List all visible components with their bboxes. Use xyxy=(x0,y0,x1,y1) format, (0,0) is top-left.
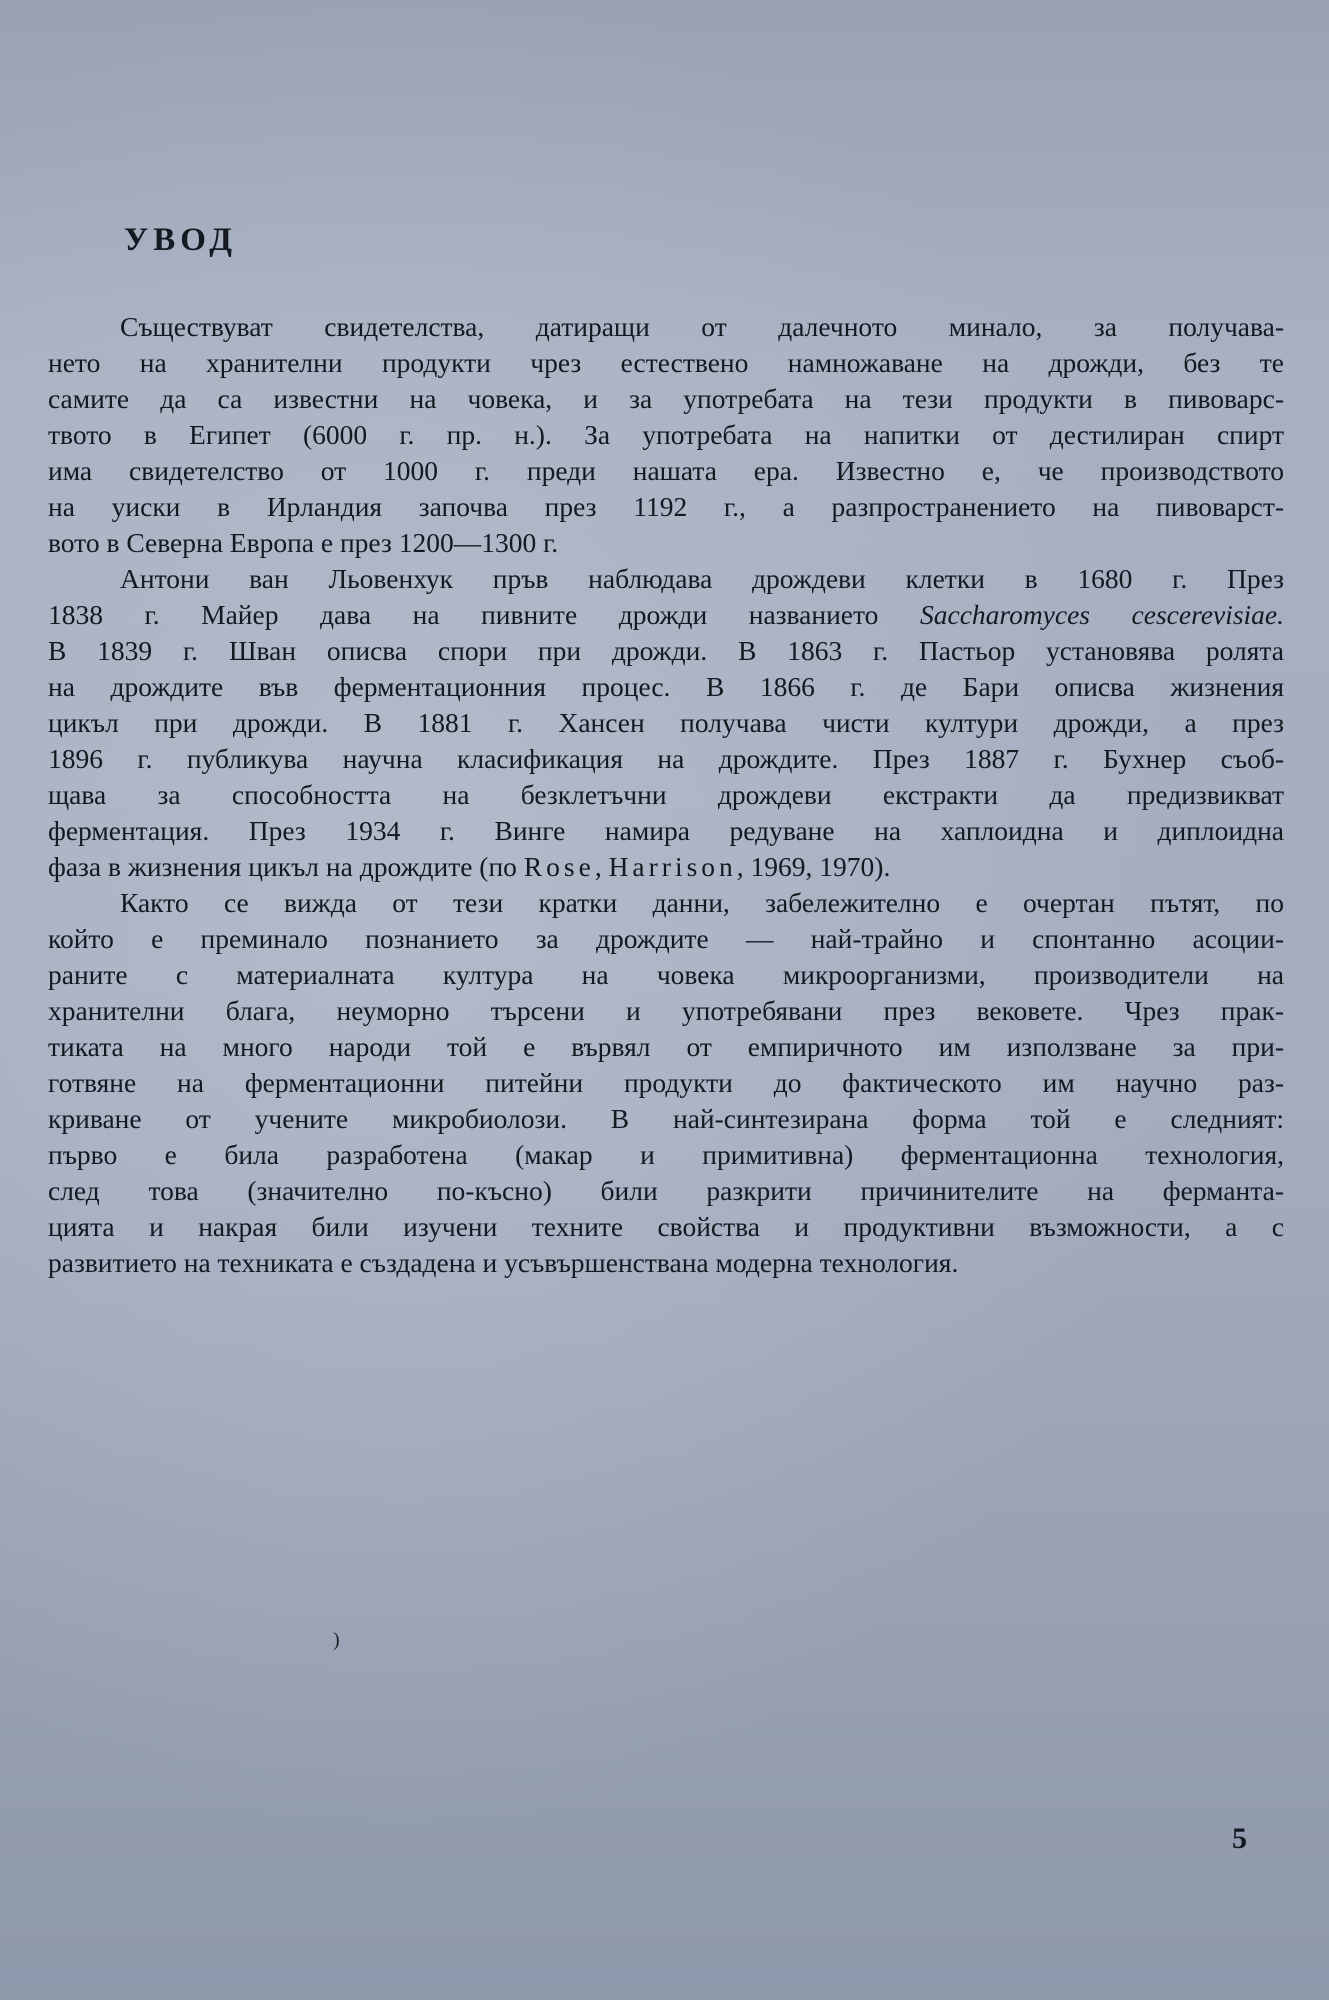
text-line xyxy=(48,849,1284,885)
text-line: щава за способността на безклетъчни дрождеви екстракти да предизвикват xyxy=(48,779,1284,810)
text-line: ферментация. През 1934 г. Винге намира редуване на хаплоидна и диплоидна xyxy=(48,815,1284,846)
text-line: вото в Северна Европа е през 1200—1300 г. xyxy=(48,527,559,558)
text-line: цията и накрая били изучени техните свойства и продуктивни възможности, а с xyxy=(48,1211,1284,1242)
text-line: твото в Египет (6000 г. пр. н.). За употребата на напитки от дестилиран спирт xyxy=(48,419,1284,450)
text-line: криване от учените микробиолози. В най-синтезирана форма той е следният: xyxy=(48,1103,1284,1134)
text-line: цикъл при дрожди. В 1881 г. Хансен получава чисти култури дрожди, а през xyxy=(48,707,1284,738)
stray-mark: ) xyxy=(333,1629,340,1651)
citation-separator: , xyxy=(594,851,609,882)
page-number: 5 xyxy=(1232,1822,1247,1855)
text-line: Антони ван Льовенхук пръв наблюдава дрождеви клетки в 1680 г. През xyxy=(120,563,1284,594)
text-line: раните с материалната култура на човека микроорганизми, производители на xyxy=(48,959,1284,990)
text-line: тиката на много народи той е вървял от емпиричното им използване за при- xyxy=(48,1031,1284,1062)
text-line: след това (значително по-късно) били разкрити причинителите на ферманта- xyxy=(48,1175,1284,1206)
citation-author: Rose xyxy=(523,851,595,882)
text-line: нето на хранителни продукти чрез естествено намножаване на дрожди, без те xyxy=(48,347,1284,378)
paragraph-2 xyxy=(48,561,1284,885)
text-line: 1896 г. публикува научна класификация на дрождите. През 1887 г. Бухнер съоб- xyxy=(48,743,1284,774)
text-line: хранителни блага, неуморно търсени и употребявани през вековете. Чрез прак- xyxy=(48,995,1284,1026)
text-line: Както се вижда от тези кратки данни, забележително е очертан пътят, по xyxy=(120,887,1284,918)
species-name: Saccharomyces cescerevisiae. xyxy=(919,599,1284,630)
text-fragment: 1838 г. Майер дава на пивните дрожди названието xyxy=(48,599,920,630)
paragraph-3 xyxy=(48,885,1284,1281)
citation-years: , 1969, 1970). xyxy=(736,851,891,882)
body-text xyxy=(48,309,1284,1281)
paragraph-1 xyxy=(48,309,1284,561)
text-line: първо е била разработена (макар и примитивна) ферментационна технология, xyxy=(48,1139,1284,1170)
text-line: Съществуват свидетелства, датиращи от далечното минало, за получава- xyxy=(120,311,1284,342)
text-line xyxy=(48,597,1284,633)
text-line: който е преминало познанието за дрождите — най-трайно и спонтанно асоции- xyxy=(48,923,1284,954)
chapter-heading: УВОД xyxy=(124,222,237,258)
text-line: на уиски в Ирландия започва през 1192 г., а разпространението на пивоварст- xyxy=(48,491,1284,522)
text-line: на дрождите във ферментационния процес. В 1866 г. де Бари описва жизнения xyxy=(48,671,1284,702)
text-line: има свидетелство от 1000 г. преди нашата ера. Известно е, че производството xyxy=(48,455,1284,486)
text-line: готвяне на ферментационни питейни продукти до фактическото им научно раз- xyxy=(48,1067,1284,1098)
text-line: развитието на техниката е създадена и усъвършенствана модерна технология. xyxy=(48,1247,959,1278)
citation-author: Harrison xyxy=(608,851,737,882)
text-line: В 1839 г. Шван описва спори при дрожди. В 1863 г. Пастьор установява ролята xyxy=(48,635,1284,666)
text-line: самите да са известни на човека, и за употребата на тези продукти в пивоварс- xyxy=(48,383,1284,414)
text-fragment: фаза в жизнения цикъл на дрождите (по xyxy=(48,851,524,882)
